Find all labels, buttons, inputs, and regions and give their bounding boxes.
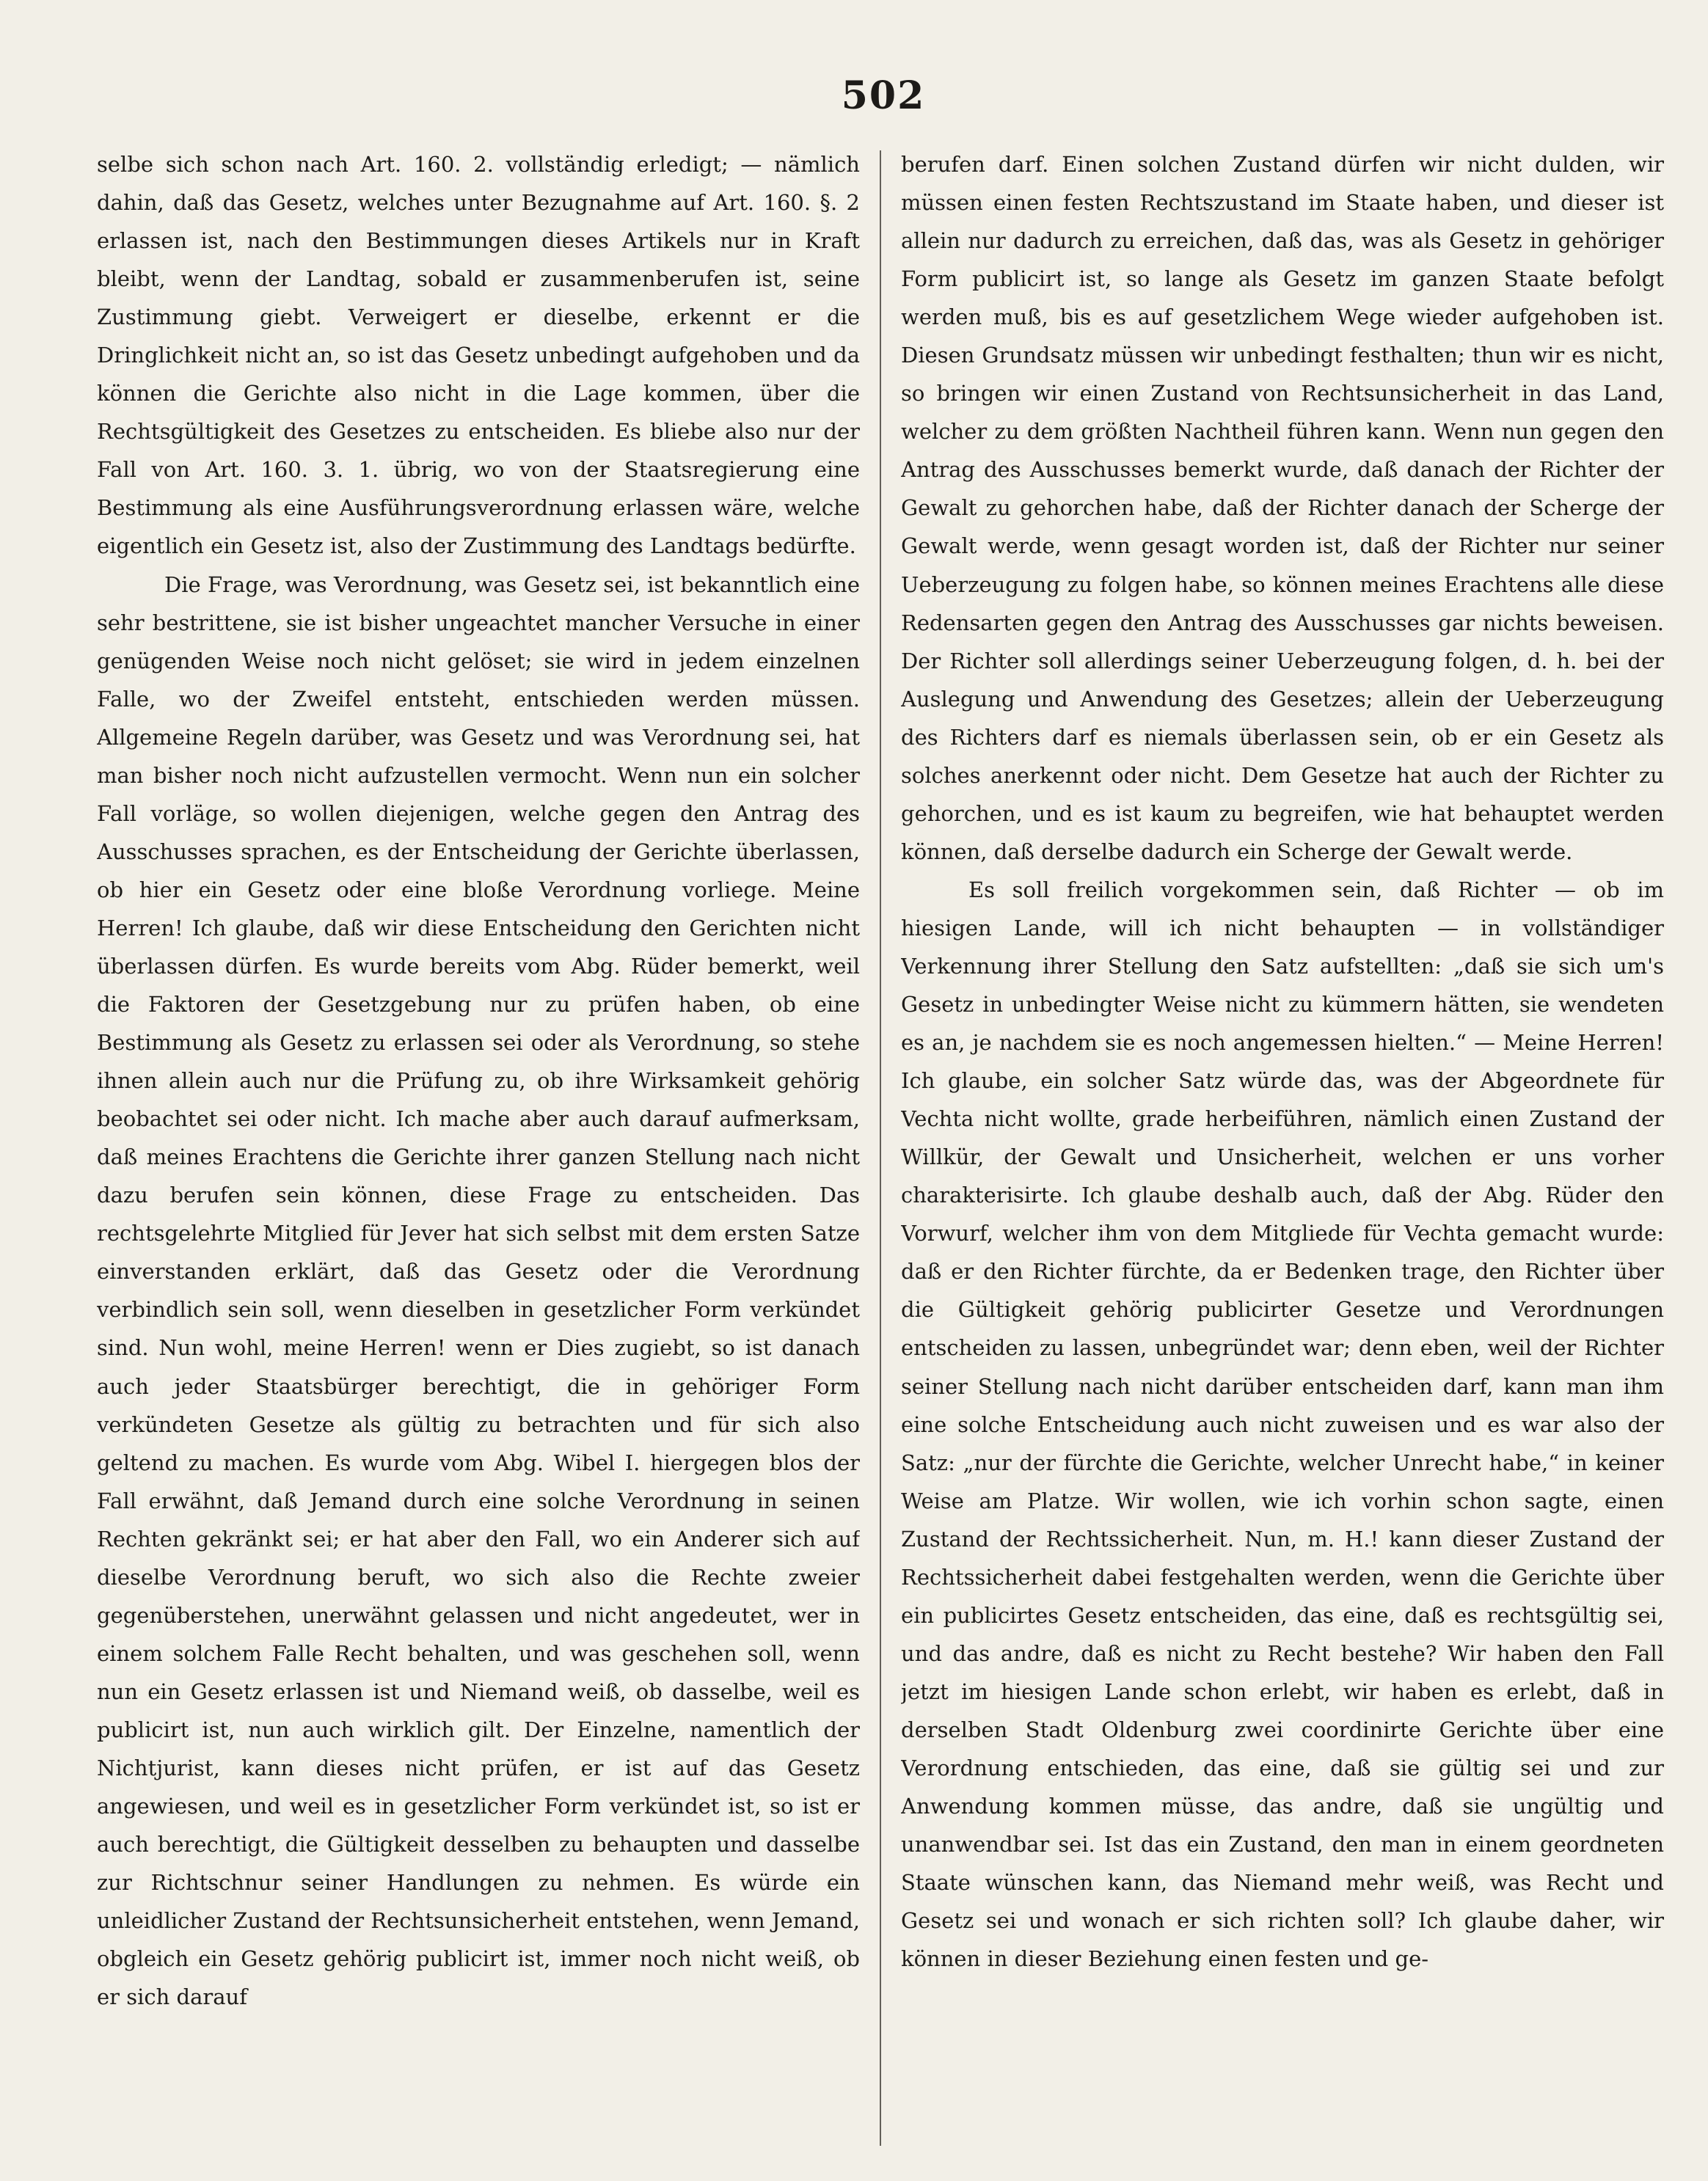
right-paragraph-1: berufen darf. Einen solchen Zustand dürfen wir nicht dulden, wir müssen einen festen Rechtszustand im Staate haben, und dieser ist allein nur dadurch zu erreichen, daß das, was als Gesetz in gehöriger Form publicirt ist, so lange als Gesetz im ganzen Staate befolgt werden muß, bis es auf gesetzlichem Wege wieder aufgehoben ist. Diesen Grundsatz müssen wir unbedingt festhalten; thun wir es nicht, so bringen wir einen Zustand von Rechtsunsicherheit in das Land, welcher zu dem größten Nachtheil führen kann. Wenn nun gegen den Antrag des Ausschusses bemerkt wurde, daß danach der Richter der Gewalt zu gehorchen habe, daß der Richter danach der Scherge der Gewalt werde, wenn gesagt worden ist, daß der Richter nur seiner Ueberzeugung zu folgen habe, so können meines Erachtens alle diese Redensarten gegen den Antrag des Ausschusses gar nichts beweisen. Der Richter soll allerdings seiner Ueberzeugung folgen, d. h. bei der Auslegung und Anwendung des Gesetzes; allein der Ueberzeugung des Richters darf es niemals überlassen sein, ob er ein Gesetz als solches anerkennt oder nicht. Dem Gesetze hat auch der Richter zu gehorchen, und es ist kaum zu begreifen, wie hat behauptet werden können, daß derselbe dadurch ein Scherge der Gewalt werde. <box>901 152 1664 864</box>
left-paragraph-1: selbe sich schon nach Art. 160. 2. vollständig erledigt; — nämlich dahin, daß das Gesetz, welches unter Bezugnahme auf Art. 160. §. 2 erlassen ist, nach den Bestimmungen dieses Artikels nur in Kraft bleibt, wenn der Landtag, sobald er zusammenberufen ist, seine Zustimmung giebt. Verweigert er dieselbe, erkennt er die Dringlichkeit nicht an, so ist das Gesetz unbedingt aufgehoben und da können die Gerichte also nicht in die Lage kommen, über die Rechtsgültigkeit des Gesetzes zu entscheiden. Es bliebe also nur der Fall von Art. 160. 3. 1. übrig, wo von der Staatsregierung eine Bestimmung als eine Ausführungsverordnung erlassen wäre, welche eigentlich ein Gesetz ist, also der Zustimmung des Landtags bedürfte. <box>97 152 860 559</box>
left-paragraph-2: Die Frage, was Verordnung, was Gesetz sei, ist bekanntlich eine sehr bestrittene, sie ist bisher ungeachtet mancher Versuche in einer genügenden Weise noch nicht gelöset; sie wird in jedem einzelnen Falle, wo der Zweifel entsteht, entschieden werden müssen. Allgemeine Regeln darüber, was Gesetz und was Verordnung sei, hat man bisher noch nicht aufzustellen vermocht. Wenn nun ein solcher Fall vorläge, so wollen diejenigen, welche gegen den Antrag des Ausschusses sprachen, es der Entscheidung der Gerichte überlassen, ob hier ein Gesetz oder eine bloße Verordnung vorliege. Meine Herren! Ich glaube, daß wir diese Entscheidung den Gerichten nicht überlassen dürfen. Es wurde bereits vom Abg. Rüder bemerkt, weil die Faktoren der Gesetzgebung nur zu prüfen haben, ob eine Bestimmung als Gesetz zu erlassen sei oder als Verordnung, so stehe ihnen allein auch nur die Prüfung zu, ob ihre Wirksamkeit gehörig beobachtet sei oder nicht. Ich mache aber auch darauf aufmerksam, daß meines Erachtens die Gerichte ihrer ganzen Stellung nach nicht dazu berufen sein können, diese Frage zu entscheiden. Das rechtsgelehrte Mitglied für Jever hat sich selbst mit dem ersten Satze einverstanden erklärt, daß das Gesetz oder die Verordnung verbindlich sein soll, wenn dieselben in gesetzlicher Form verkündet sind. Nun wohl, meine Herren! wenn er Dies zugiebt, so ist danach auch jeder Staatsbürger berechtigt, die in gehöriger Form verkündeten Gesetze als gültig zu betrachten und für sich also geltend zu machen. Es wurde vom Abg. Wibel I. hiergegen blos der Fall erwähnt, daß Jemand durch eine solche Verordnung in seinen Rechten gekränkt sei; er hat aber den Fall, wo ein Anderer sich auf dieselbe Verordnung beruft, wo sich also die Rechte zweier gegenüberstehen, unerwähnt gelassen und nicht angedeutet, wer in einem solchem Falle Recht behalten, und was geschehen soll, wenn nun ein Gesetz erlassen ist und Niemand weiß, ob dasselbe, weil es publicirt ist, nun auch wirklich gilt. Der Einzelne, namentlich der Nichtjurist, kann dieses nicht prüfen, er ist auf das Gesetz angewiesen, und weil es in gesetzlicher Form verkündet ist, so ist er auch berechtigt, die Gültigkeit desselben zu behaupten und dasselbe zur Richtschnur seiner Handlungen zu nehmen. Es würde ein unleidlicher Zustand der Rechtsunsicherheit entstehen, wenn Jemand, obgleich ein Gesetz gehörig publicirt ist, immer noch nicht weiß, ob er sich darauf <box>97 571 860 2010</box>
page-number: 502 <box>841 73 926 118</box>
left-column <box>97 145 860 2152</box>
right-column <box>901 145 1664 2152</box>
right-paragraph-2: Es soll freilich vorgekommen sein, daß Richter — ob im hiesigen Lande, will ich nicht behaupten — in vollständiger Verkennung ihrer Stellung den Satz aufstellten: „daß sie sich um's Gesetz in unbedingter Weise nicht zu kümmern hätten, sie wendeten es an, je nachdem sie es noch angemessen hielten.“ — Meine Herren! Ich glaube, ein solcher Satz würde das, was der Abgeordnete für Vechta nicht wollte, grade herbeiführen, nämlich einen Zustand der Willkür, der Gewalt und Unsicherheit, welchen er uns vorher charakterisirte. Ich glaube deshalb auch, daß der Abg. Rüder den Vorwurf, welcher ihm von dem Mitgliede für Vechta gemacht wurde: daß er den Richter fürchte, da er Bedenken trage, den Richter über die Gültigkeit gehörig publicirter Gesetze und Verordnungen entscheiden zu lassen, unbegründet war; denn eben, weil der Richter seiner Stellung nach nicht darüber entscheiden darf, kann man ihm eine solche Entscheidung auch nicht zuweisen und es war also der Satz: „nur der fürchte die Gerichte, welcher Unrecht habe,“ in keiner Weise am Platze. Wir wollen, wie ich vorhin schon sagte, einen Zustand der Rechtssicherheit. Nun, m. H.! kann dieser Zustand der Rechtssicherheit dabei festgehalten werden, wenn die Gerichte über ein publicirtes Gesetz entscheiden, das eine, daß es rechtsgültig sei, und das andre, daß es nicht zu Recht bestehe? Wir haben den Fall jetzt im hiesigen Lande schon erlebt, wir haben es erlebt, daß in derselben Stadt Oldenburg zwei coordinirte Gerichte über eine Verordnung entschieden, das eine, daß sie gültig sei und zur Anwendung kommen müsse, das andre, daß sie ungültig und unanwendbar sei. Ist das ein Zustand, den man in einem geordneten Staate wünschen kann, das Niemand mehr weiß, was Recht und Gesetz sei und wonach er sich richten soll? Ich glaube daher, wir können in dieser Beziehung einen festen und ge- <box>901 877 1664 1972</box>
column-divider <box>880 150 881 2146</box>
